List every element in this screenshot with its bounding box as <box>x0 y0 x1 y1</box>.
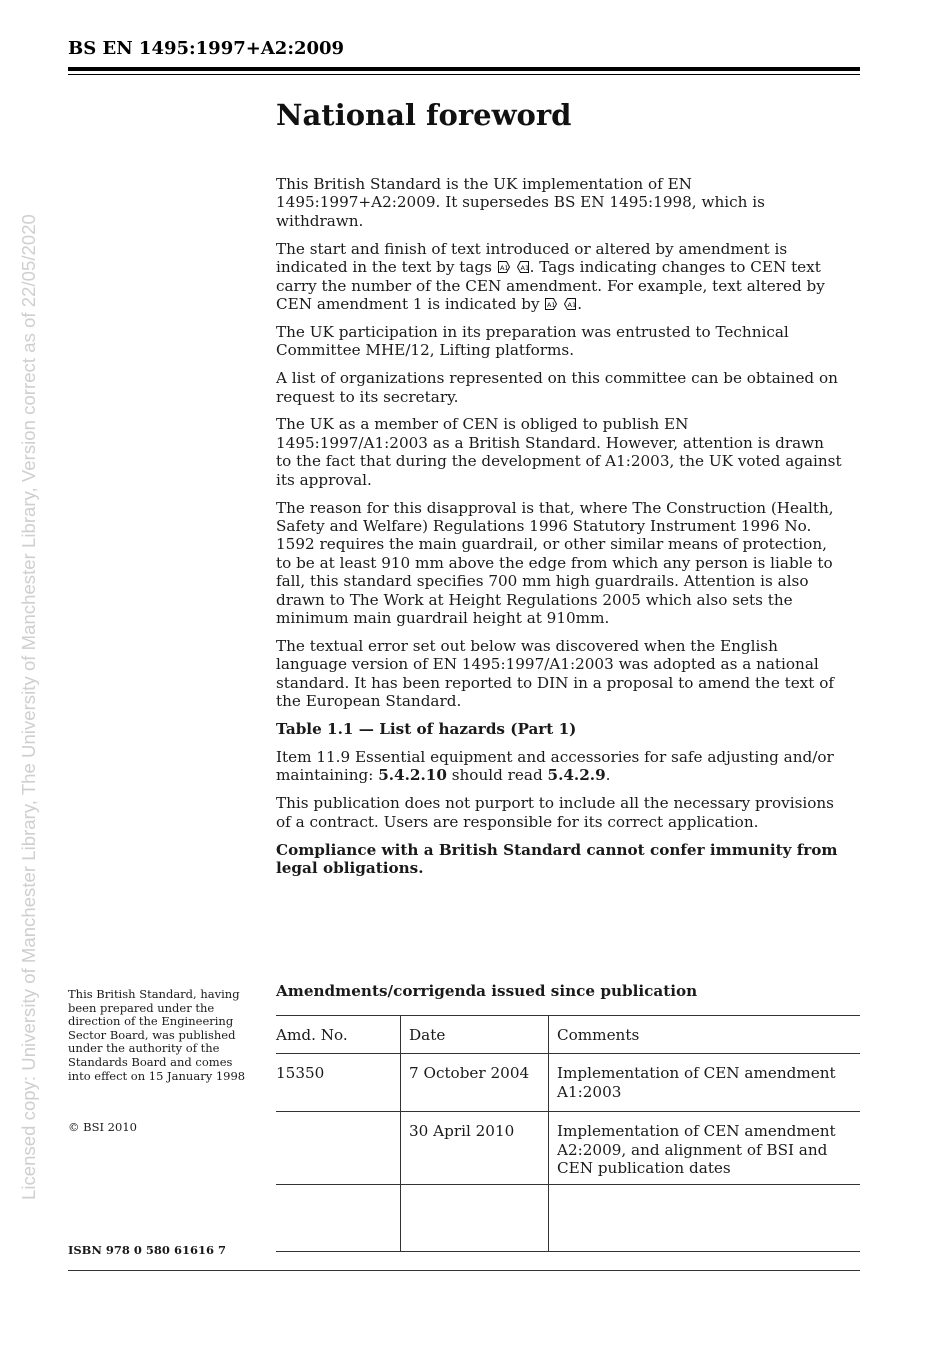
cell-amd-no: 15350 <box>276 1054 401 1112</box>
paragraph-compliance: Compliance with a British Standard cannot confer immunity from legal obligations. <box>276 840 838 877</box>
correction-new-clause: 5.4.2.9 <box>547 766 606 785</box>
cell-date <box>401 1185 549 1252</box>
paragraph-committee: The UK participation in its preparation was entrusted to Technical Committee MHE/12, Lifting platforms. <box>276 322 789 360</box>
foreword-body <box>276 175 842 887</box>
amendment-start-tag-icon <box>545 298 557 310</box>
footer-rule <box>68 1270 860 1271</box>
license-watermark: Licensed copy: University of Manchester Library, The University of Manchester Library, Version correct as of 22/05/2020 <box>18 214 39 1200</box>
table-row <box>276 1112 860 1185</box>
cell-date: 7 October 2004 <box>401 1054 549 1112</box>
correction-text-c: should read <box>446 766 548 785</box>
table-row <box>276 1185 860 1252</box>
amendments-heading: Amendments/corrigenda issued since publication <box>276 982 698 1000</box>
cell-comments: Implementation of CEN amendment A2:2009, and alignment of BSI and CEN publication dates <box>549 1112 861 1185</box>
column-header-amd-no: Amd. No. <box>276 1016 401 1054</box>
table-reference-heading: Table 1.1 — List of hazards (Part 1) <box>276 720 577 739</box>
amendment-end-tag-icon <box>564 298 576 310</box>
correction-text-e: . <box>605 766 611 785</box>
amendment-end-tag-icon <box>517 261 529 273</box>
cell-amd-no <box>276 1112 401 1185</box>
paragraph-textual-error: The textual error set out below was discovered when the English language version of EN 1495:1997/A1:2003 was adopted as a national standard. It has been reported to DIN in a proposal to amend the text of the European Standard. <box>276 636 834 711</box>
table-header-row <box>276 1016 860 1054</box>
document-header-title: BS EN 1495:1997+A2:2009 <box>68 38 345 59</box>
header-rule-thin <box>68 74 860 75</box>
table-row <box>276 1054 860 1112</box>
tags-text-c: . <box>577 294 583 313</box>
sidebar-publication-note: This British Standard, having been prepared under the direction of the Engineering Sector Board, was published under the authority of the Standards Board and comes into effect on 15 January 1998 <box>68 987 246 1083</box>
tags-text-a: The start and finish of text introduced or altered by amendment is indicated in the text by tags <box>276 239 788 277</box>
column-header-comments: Comments <box>549 1016 861 1054</box>
page-title: National foreword <box>276 98 572 132</box>
header-rule-thick <box>68 67 860 71</box>
cell-amd-no <box>276 1185 401 1252</box>
paragraph-disclaimer: This publication does not purport to include all the necessary provisions of a contract. Users are responsible for its correct application. <box>276 794 834 831</box>
tag-label: A1 <box>520 264 529 273</box>
correction-text-a: Item 11.9 Essential equipment and accessories for safe adjusting and/or maintaining: <box>276 747 834 785</box>
sidebar-isbn: ISBN 978 0 580 61616 7 <box>68 1243 226 1257</box>
cell-comments <box>549 1185 861 1252</box>
sidebar-copyright: © BSI 2010 <box>68 1120 137 1134</box>
cell-date: 30 April 2010 <box>401 1112 549 1185</box>
column-header-date: Date <box>401 1016 549 1054</box>
amendments-table <box>276 1015 860 1252</box>
paragraph-organizations: A list of organizations represented on this committee can be obtained on request to its secretary. <box>276 369 838 406</box>
paragraph-implementation: This British Standard is the UK implementation of EN 1495:1997+A2:2009. It supersedes BS EN 1495:1998, which is withdrawn. <box>276 175 765 230</box>
correction-old-clause: 5.4.2.10 <box>378 766 447 785</box>
paragraph-amendment-tags <box>276 240 842 314</box>
tag-label: A1 <box>567 300 577 309</box>
tag-label: A1 <box>547 300 556 309</box>
tags-text-b: . Tags indicating changes to CEN text carry the number of the CEN amendment. For example, text altered by CEN amendment 1 is indicated by <box>276 258 825 313</box>
paragraph-cen-obligation: The UK as a member of CEN is obliged to publish EN 1495:1997/A1:2003 as a British Standard. However, attention is drawn to the fact that during the development of A1:2003, the UK voted against its approval. <box>276 415 842 489</box>
tag-label: A1 <box>499 264 509 273</box>
amendment-start-tag-icon <box>498 261 510 273</box>
cell-comments: Implementation of CEN amendment A1:2003 <box>549 1054 861 1112</box>
paragraph-disapproval-reason: The reason for this disapproval is that, where The Construction (Health, Safety and Welfare) Regulations 1996 Statutory Instrument 1996 No. 1592 requires the main guardrail, or other similar means of protection, to be at least 910 mm above the edge from which any person is liable to fall, this standard specifies 700 mm high guardrails. Attention is also drawn to The Work at Height Regulations 2005 which also sets the minimum main guardrail height at 910mm. <box>276 498 834 628</box>
paragraph-correction <box>276 748 842 785</box>
